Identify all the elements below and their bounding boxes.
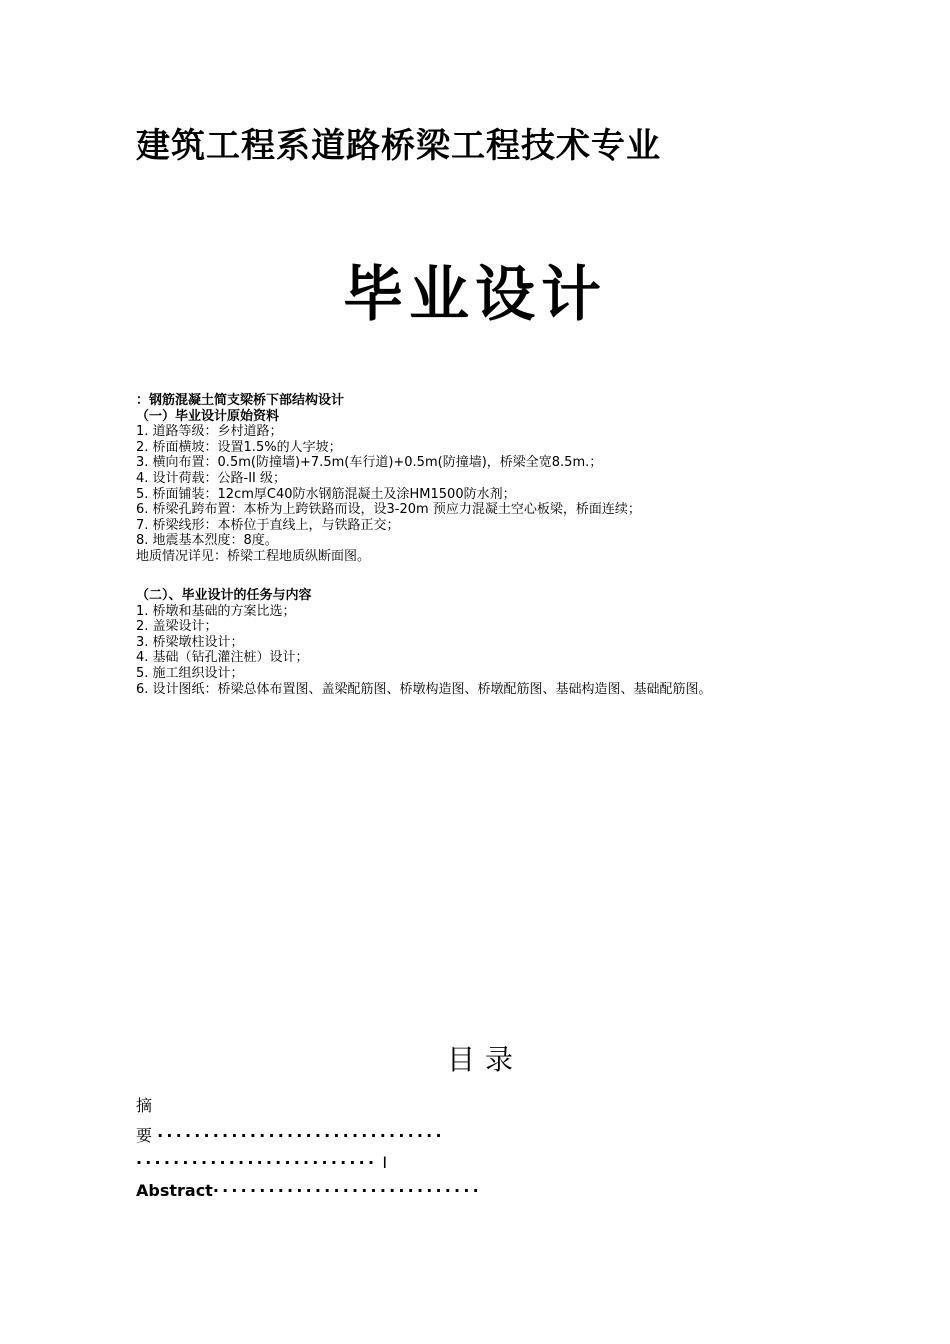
toc-page-number: I bbox=[382, 1153, 388, 1172]
list-item: 3. 横向布置：0.5m(防撞墙)+7.5m(车行道)+0.5m(防撞墙)，桥梁全宽8.5m.； bbox=[136, 455, 603, 471]
toc-leader-dots: ·························· bbox=[136, 1153, 378, 1172]
toc-entry-text: 要 bbox=[136, 1126, 153, 1145]
design-topic: ：钢筋混凝土简支梁桥下部结构设计 bbox=[136, 393, 345, 408]
list-item: 4. 基础（钻孔灌注桩）设计； bbox=[136, 650, 309, 666]
toc-entry-abstract-label bbox=[136, 1094, 152, 1118]
toc-entry-abstract[interactable] bbox=[136, 1124, 445, 1148]
toc-entry-text: 摘 bbox=[136, 1096, 153, 1115]
tasks-section bbox=[136, 588, 826, 697]
list-item: 5. 施工组织设计； bbox=[136, 665, 244, 681]
list-item: 3. 桥梁墩柱设计； bbox=[136, 634, 244, 650]
main-title: 毕业设计 bbox=[343, 260, 607, 330]
toc-entry-text: Abstract bbox=[136, 1181, 213, 1200]
list-item: 6. 设计图纸：桥梁总体布置图、盖梁配筋图、桥墩构造图、桥墩配筋图、基础构造图、基础配筋图。 bbox=[136, 681, 712, 697]
list-item: 2. 桥面横坡：设置1.5%的人字坡； bbox=[136, 439, 342, 455]
list-item: 7. 桥梁线形：本桥位于直线上，与铁路正交； bbox=[136, 517, 400, 533]
list-item: 4. 设计荷载：公路-II 级； bbox=[136, 470, 287, 486]
toc-entry-english-abstract[interactable] bbox=[136, 1179, 482, 1203]
toc-leader-dots: ····························· bbox=[212, 1181, 482, 1200]
list-item: 1. 桥墩和基础的方案比选； bbox=[136, 603, 296, 619]
section-heading-tasks: （二）、毕业设计的任务与内容 bbox=[136, 588, 312, 603]
list-item: 8. 地震基本烈度：8度。 bbox=[136, 533, 278, 549]
toc-leader-dots: ······························· bbox=[157, 1126, 445, 1145]
list-item: 2. 盖梁设计； bbox=[136, 619, 218, 635]
list-item: 1. 道路等级：乡村道路； bbox=[136, 424, 283, 440]
list-item: 5. 桥面铺装：12cm厚C40防水钢筋混凝土及涂HM1500防水剂； bbox=[136, 486, 516, 502]
original-materials-section bbox=[136, 393, 826, 565]
toc-title: 目录 bbox=[446, 1043, 523, 1076]
section-heading-original-materials: （一）毕业设计原始资料 bbox=[136, 408, 280, 424]
department-title: 建筑工程系道路桥梁工程技术专业 bbox=[136, 126, 661, 166]
toc-entry-abstract-continued[interactable] bbox=[136, 1151, 387, 1175]
list-item: 地质情况详见：桥梁工程地质纵断面图。 bbox=[136, 548, 371, 564]
list-item: 6. 桥梁孔跨布置：本桥为上跨铁路而设，设3-20m 预应力混凝土空心板梁，桥面连续； bbox=[136, 502, 641, 518]
